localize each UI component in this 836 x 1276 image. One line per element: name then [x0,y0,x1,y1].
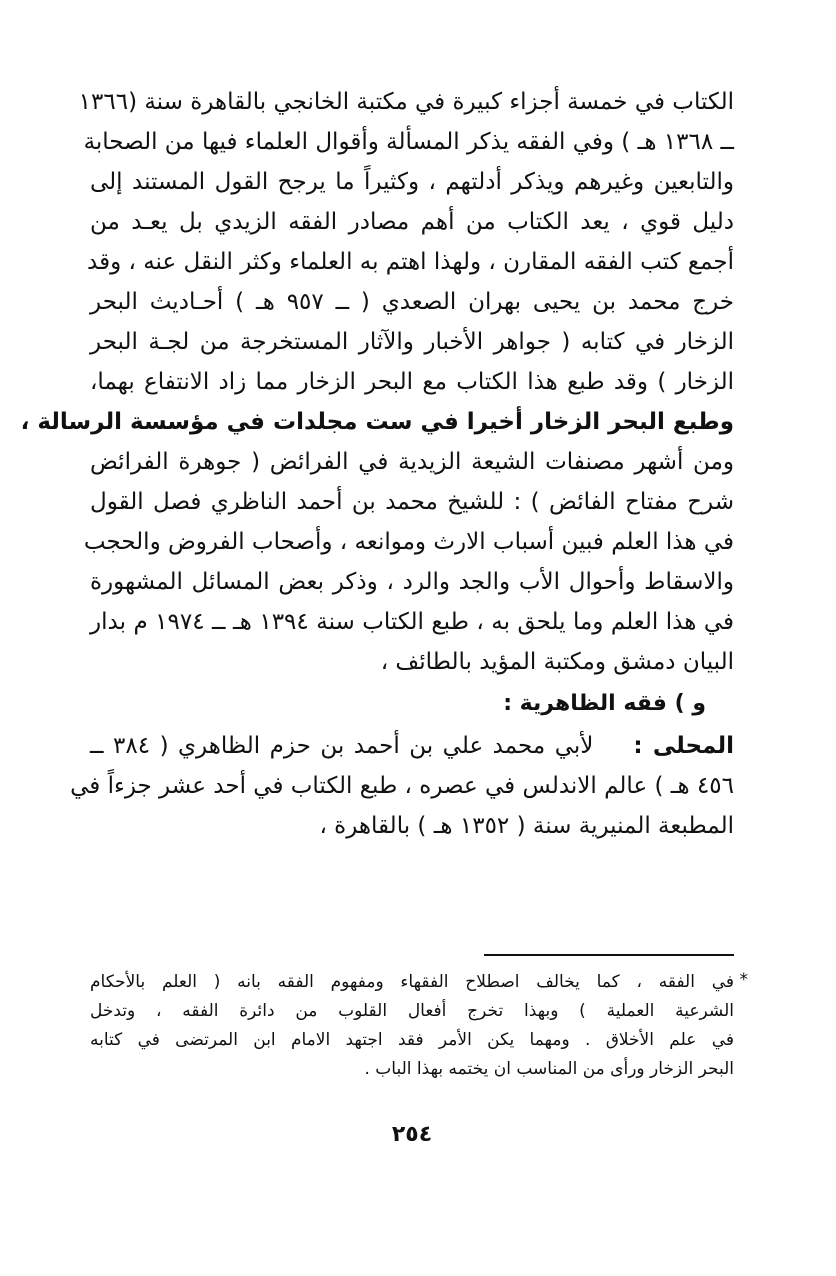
text-line: ــ ١٣٦٨ هـ ) وفي الفقه يذكر المسألة وأقوال العلماء فيها من الصحابة [83,129,734,155]
footnote-divider [484,954,734,956]
text-line: ٤٥٦ هـ ) عالم الاندلس في عصره ، طبع الكتاب في أحد عشر جزءاً في [70,773,734,799]
section-heading [90,684,734,726]
footnote-line: الشرعية العملية ) وبهذا تخرج أفعال القلوب من دائرة الفقه ، وتدخل [90,1001,734,1021]
text-line: أجمع كتب الفقه المقارن ، ولهذا اهتم به العلماء وكثر النقل عنه ، وقد [87,249,734,275]
bold-text-line: وطبع البحر الزخار أخيرا في ست مجلدات في مؤسسة الرسالة ، [20,409,734,435]
footnote [90,968,748,1084]
entry-label: المحلى : [633,733,735,759]
paragraph-1 [20,82,734,442]
text-line: الكتاب في خمسة أجزاء كبيرة في مكتبة الخانجي بالقاهرة سنة (١٣٦٦ [78,89,734,115]
text-line: الزخار في كتابه ( جواهر الأخبار والآثار المستخرجة من لجـة البحر [90,329,734,355]
text-line: في هذا العلم وما يلحق به ، طبع الكتاب سنة ١٣٩٤ هـ ــ ١٩٧٤ م بدار [90,609,734,635]
text-line: البيان دمشق ومكتبة المؤيد بالطائف ، [380,649,734,675]
book-entry [70,726,735,846]
text-line: خرج محمد بن يحيى بهران الصعدي ( ــ ٩٥٧ هـ ) أحـاديث البحر [90,289,734,315]
footnote-line: في علم الأخلاق . ومهما يكن الأمر فقد اجتهد الامام ابن المرتضى في كتابه [90,1030,734,1050]
section-heading-text: و ) فقه الظاهرية : [503,691,706,716]
entry-first-line [90,726,734,766]
text-line: في هذا العلم فبين أسباب الارث وموانعه ، وأصحاب الفروض والحجب [83,529,734,555]
text-line: دليل قوي ، يعد الكتاب من أهم مصادر الفقه الزيدي بل يعـد من [90,209,734,235]
paragraph-2 [83,442,734,682]
page-content [20,82,748,1147]
footnote-line: البحر الزخار ورأى من المناسب ان يختمه بهذا الباب . [364,1059,734,1079]
footnote-line: في الفقه ، كما يخالف اصطلاح الفقهاء ومفهوم الفقه بانه ( العلم بالأحكام [90,972,734,992]
text-line: الزخار ) وقد طبع هذا الكتاب مع البحر الزخار مما زاد الانتفاع بهما، [90,369,734,395]
entry-first-line-text: لأبي محمد علي بن أحمد بن حزم الظاهري ( ٣٨٤ ــ [90,733,594,759]
footnote-marker: * [739,970,748,990]
text-line: والاسقاط وأحوال الأب والجد والرد ، وذكر بعض المسائل المشهورة [90,569,734,595]
text-line: ومن أشهر مصنفات الشيعة الزيدية في الفرائض ( جوهرة الفرائض [90,449,734,475]
text-line: والتابعين وغيرهم ويذكر أدلتهم ، وكثيراً ما يرجح القول المستند إلى [90,169,734,195]
text-line: شرح مفتاح الفائض ) : للشيخ محمد بن أحمد الناظري فصل القول [90,489,734,515]
page-number: ٢٥٤ [391,1122,433,1147]
text-line: المطبعة المنيرية سنة ( ١٣٥٢ هـ ) بالقاهرة ، [319,813,734,839]
